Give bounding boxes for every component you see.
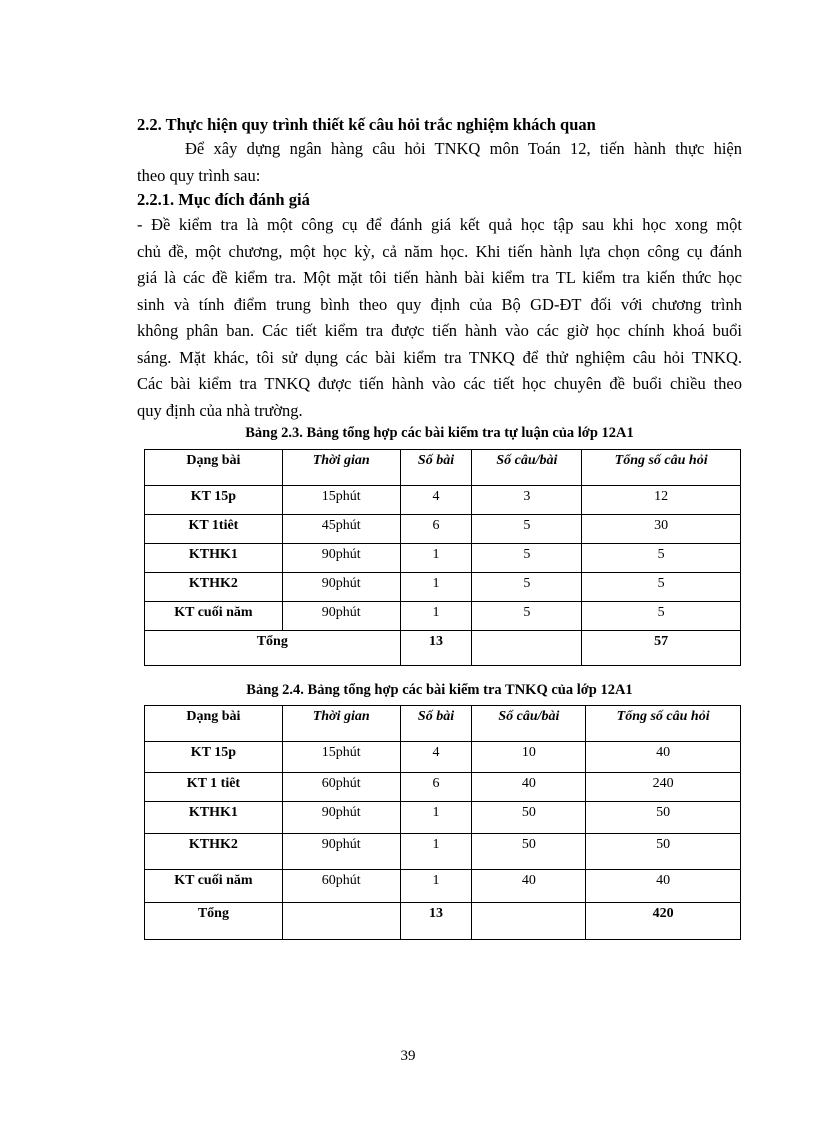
table-cell: 90phút (282, 602, 400, 631)
table-cell: 90phút (282, 834, 400, 870)
table-cell: 90phút (282, 802, 400, 834)
table-cell: KT cuối năm (145, 870, 283, 903)
table-cell: 1 (400, 802, 472, 834)
table-cell: 5 (582, 602, 741, 631)
table-cell: 6 (400, 773, 472, 802)
body-line: sinh và tính điểm trung bình theo quy định của Bộ GD-ĐT đối với chương trình (137, 294, 742, 314)
table-cell: 40 (586, 742, 741, 773)
table-cell (472, 903, 586, 940)
body-line: chủ đề, một chương, một học kỳ, cả năm học. Khi tiến hành lựa chọn công cụ đánh (137, 241, 742, 261)
header-cell: Thời gian (282, 450, 400, 486)
total-label: Tổng (145, 631, 401, 666)
table-cell: 6 (400, 515, 472, 544)
table-cell: KTHK2 (145, 573, 283, 602)
body-line: - Đề kiểm tra là một công cụ để đánh giá kết quả học tập sau khi học xong một (137, 215, 742, 234)
table2-total-row (145, 903, 741, 940)
header-cell: Số câu/bài (472, 450, 582, 486)
body-line: giá là các đề kiểm tra. Một mặt tôi tiến hành bài kiểm tra TL kiểm tra kiến thức học (137, 268, 742, 287)
table-cell: 5 (472, 573, 582, 602)
body-line: Các bài kiểm tra TNKQ được tiến hành vào các tiết học chuyên đề buổi chiều theo (137, 374, 742, 393)
table1-total-row (145, 631, 741, 666)
table-cell: KTHK2 (145, 834, 283, 870)
header-cell: Tổng số câu hỏi (582, 450, 741, 486)
table-cell: 10 (472, 742, 586, 773)
table-cell: 1 (400, 544, 472, 573)
table-cell: 50 (586, 802, 741, 834)
table-row (145, 802, 741, 834)
table-cell: KTHK1 (145, 544, 283, 573)
total-so-bai: 13 (400, 631, 472, 666)
total-tong-so-cau: 420 (586, 903, 741, 940)
table-cell: KT 1tiêt (145, 515, 283, 544)
table-cell: 12 (582, 486, 741, 515)
table-cell: KT 15p (145, 742, 283, 773)
table-row (145, 834, 741, 870)
section-intro (137, 136, 742, 189)
table2 (144, 705, 741, 940)
table-row (145, 573, 741, 602)
header-cell: Tổng số câu hỏi (586, 706, 741, 742)
table-cell: 30 (582, 515, 741, 544)
table-cell: KTHK1 (145, 802, 283, 834)
table-cell: 50 (472, 834, 586, 870)
table-cell: 15phút (282, 486, 400, 515)
total-label: Tổng (145, 903, 283, 940)
table2-caption: Bảng 2.4. Bảng tổng hợp các bài kiểm tra TNKQ của lớp 12A1 (246, 682, 633, 698)
table-cell: 240 (586, 773, 741, 802)
header-cell: Thời gian (282, 706, 400, 742)
table-row (145, 544, 741, 573)
section-heading: 2.2. Thực hiện quy trình thiết kế câu hỏi trắc nghiệm khách quan (137, 115, 596, 134)
table-cell: 15phút (282, 742, 400, 773)
table-cell: KT cuối năm (145, 602, 283, 631)
table-cell: 50 (472, 802, 586, 834)
table-row (145, 870, 741, 903)
table1-header-row (145, 450, 741, 486)
intro-line: theo quy trình sau: (137, 165, 261, 185)
table-cell: 90phút (282, 544, 400, 573)
table2-header-row (145, 706, 741, 742)
table-cell: 1 (400, 573, 472, 602)
header-cell: Dạng bài (145, 450, 283, 486)
table1 (144, 449, 741, 666)
table-cell: KT 15p (145, 486, 283, 515)
intro-line: Để xây dựng ngân hàng câu hỏi TNKQ môn Toán 12, tiến hành thực hiện (185, 139, 742, 158)
table-cell (282, 903, 400, 940)
table-cell: 4 (400, 742, 472, 773)
table-cell (472, 631, 582, 666)
body-line: quy định của nhà trường. (137, 400, 303, 420)
table-cell: 45phút (282, 515, 400, 544)
table-row (145, 602, 741, 631)
table-cell: 1 (400, 834, 472, 870)
table-cell: 40 (472, 773, 586, 802)
table-row (145, 515, 741, 544)
table-cell: 40 (472, 870, 586, 903)
header-cell: Dạng bài (145, 706, 283, 742)
subsection-heading: 2.2.1. Mục đích đánh giá (137, 190, 310, 209)
table-cell: 1 (400, 602, 472, 631)
table-cell: 40 (586, 870, 741, 903)
table-cell: 5 (472, 515, 582, 544)
table-cell: 60phút (282, 870, 400, 903)
table1-caption: Bảng 2.3. Bảng tổng hợp các bài kiểm tra tự luận của lớp 12A1 (245, 425, 634, 441)
table-cell: 3 (472, 486, 582, 515)
header-cell: Số bài (400, 450, 472, 486)
body-line: không phân ban. Các tiết kiểm tra được tiến hành vào các giờ học chính khoá buổi (137, 321, 742, 340)
table-row (145, 773, 741, 802)
table-cell: 4 (400, 486, 472, 515)
body-line: sáng. Mặt khác, tôi sử dụng các bài kiểm tra TNKQ để thử nghiệm câu hỏi TNKQ. (137, 347, 742, 367)
table-cell: KT 1 tiêt (145, 773, 283, 802)
table-cell: 50 (586, 834, 741, 870)
table-cell: 5 (582, 573, 741, 602)
table-row (145, 742, 741, 773)
table-row (145, 486, 741, 515)
header-cell: Số câu/bài (472, 706, 586, 742)
table-cell: 5 (472, 602, 582, 631)
table-cell: 90phút (282, 573, 400, 602)
total-so-bai: 13 (400, 903, 472, 940)
page-number: 39 (400, 1048, 416, 1064)
table-cell: 5 (582, 544, 741, 573)
subsection-body (137, 212, 742, 424)
header-cell: Số bài (400, 706, 472, 742)
table-cell: 1 (400, 870, 472, 903)
table-cell: 5 (472, 544, 582, 573)
table-cell: 60phút (282, 773, 400, 802)
total-tong-so-cau: 57 (582, 631, 741, 666)
